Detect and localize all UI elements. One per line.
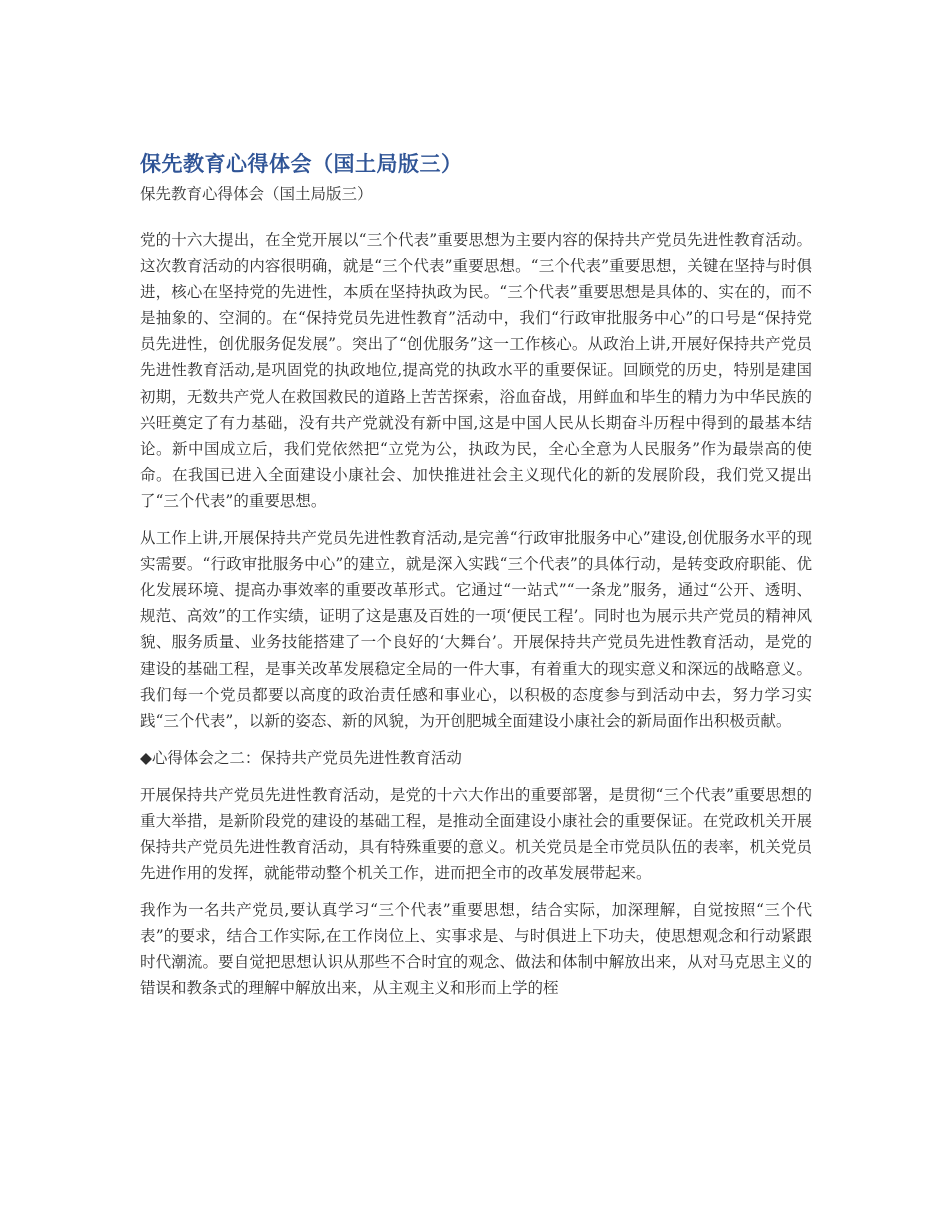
paragraph-1: 党的十六大提出，在全党开展以“三个代表”重要思想为主要内容的保持共产党员先进性教育活动。这次教育活动的内容很明确，就是“三个代表”重要思想。“三个代表”重要思想，关键在坚持与时俱进，核心在坚持党的先进性，本质在坚持执政为民。“三个代表”重要思想是具体的、实在的，而不是抽象的、空洞的。在“保持党员先进性教育”活动中，我们“行政审批服务中心”的口号是“保持党员先进性，创优服务促发展”。突出了“创优服务”这一工作核心。从政治上讲,开展好保持共产党员先进性教育活动,是巩固党的执政地位,提高党的执政水平的重要保证。回顾党的历史，特别是建国初期，无数共产党人在救国救民的道路上苦苦探索，浴血奋战，用鲜血和毕生的精力为中华民族的兴旺奠定了有力基础，没有共产党就没有新中国,这是中国人民从长期奋斗历程中得到的最基本结论。新中国成立后，我们党依然把“立党为公，执政为民，全心全意为人民服务”作为最崇高的使命。在我国已进入全面建设小康社会、加快推进社会主义现代化的新的发展阶段，我们党又提出了“三个代表”的重要思想。	[140, 231, 812, 510]
section-heading: ◆心得体会之二：保持共产党员先进性教育活动	[140, 748, 462, 767]
paragraph-2: 从工作上讲,开展保持共产党员先进性教育活动,是完善“行政审批服务中心”建设,创优服务水平的现实需要。“行政审批服务中心”的建立，就是深入实践“三个代表”的具体行动，是转变政府职能、优化发展环境、提高办事效率的重要改革形式。它通过“一站式”“一条龙”服务，通过“公开、透明、规范、高效”的工作实绩，证明了这是惠及百姓的一项‘便民工程’。同时也为展示共产党员的精神风貌、服务质量、业务技能搭建了一个良好的‘大舞台’。开展保持共产党员先进性教育活动，是党的建设的基础工程，是事关改革发展稳定全局的一件大事，有着重大的现实意义和深远的战略意义。我们每一个党员都要以高度的政治责任感和事业心，以积极的态度参与到活动中去，努力学习实践“三个代表”，以新的姿态、新的风貌，为开创肥城全面建设小康社会的新局面作出积极贡献。	[140, 529, 812, 730]
paragraph-3: 开展保持共产党员先进性教育活动，是党的十六大作出的重要部署，是贯彻“三个代表”重要思想的重大举措，是新阶段党的建设的基础工程，是推动全面建设小康社会的重要保证。在党政机关开展保持共产党员先进性教育活动，具有特殊重要的意义。机关党员是全市党员队伍的表率，机关党员先进作用的发挥，就能带动整个机关工作，进而把全市的改革发展带起来。	[140, 785, 812, 883]
document-subtitle: 保先教育心得体会（国土局版三）	[140, 185, 373, 203]
document-title: 保先教育心得体会（国土局版三）	[140, 152, 463, 176]
document-page	[140, 148, 812, 1002]
paragraph-4: 我作为一名共产党员,要认真学习“三个代表”重要思想，结合实际，加深理解，自觉按照“三个代表”的要求，结合工作实际,在工作岗位上、实事求是、与时俱进上下功夫，使思想观念和行动紧跟时代潮流。要自觉把思想认识从那些不合时宜的观念、做法和体制中解放出来，从对马克思主义的错误和教条式的理解中解放出来，从主观主义和形而上学的桎	[140, 901, 812, 998]
